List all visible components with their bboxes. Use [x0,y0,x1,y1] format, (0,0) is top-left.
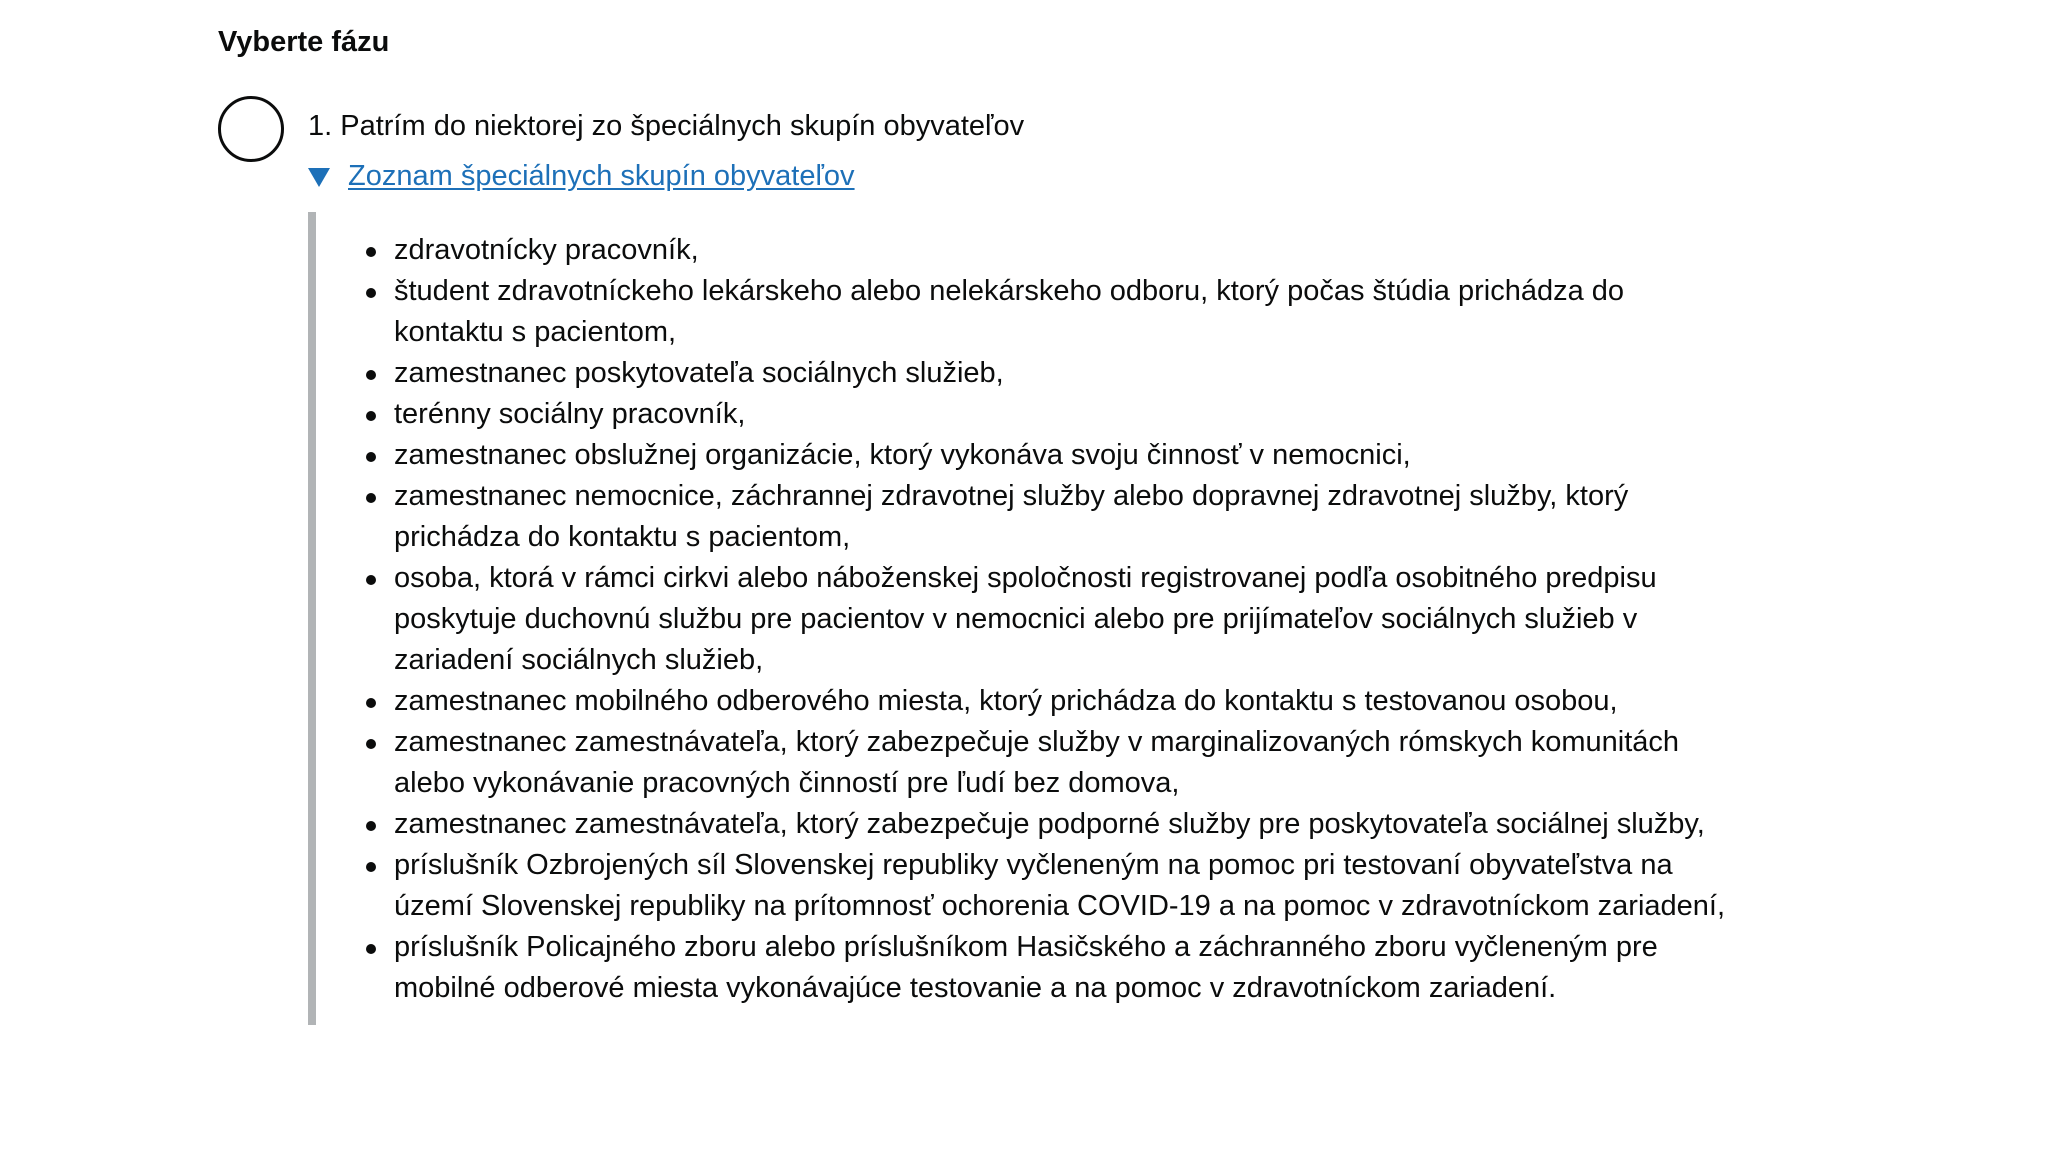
list-item-text: zamestnanec poskytovateľa sociálnych služieb, [394,357,1004,389]
list-item-text: študent zdravotníckeho lekárskeho alebo nelekárskeho odboru, ktorý počas štúdia prichádza do kontaktu s pacientom, [394,275,1625,348]
bullet-icon [366,370,376,380]
list-item-text: zdravotnícky pracovník, [394,234,699,266]
list-item [394,722,1734,804]
list-item [394,845,1734,927]
phase-fieldset [218,22,1818,1025]
triangle-down-icon[interactable] [308,168,330,187]
list-item [394,804,1734,845]
list-item-text: osoba, ktorá v rámci cirkvi alebo náboženskej spoločnosti registrovanej podľa osobitného predpisu poskytuje duchovnú službu pre pacientov v nemocnici alebo pre prijímateľov sociálnych služieb v zariadení sociálnych služieb, [394,562,1657,676]
list-item [394,271,1734,353]
list-item [394,681,1734,722]
bullet-icon [366,575,376,585]
radio-button[interactable] [218,96,284,162]
list-item-text: zamestnanec nemocnice, záchrannej zdravotnej služby alebo dopravnej zdravotnej služby, ktorý prichádza do kontaktu s pacientom, [394,480,1629,553]
bullet-icon [366,698,376,708]
list-item-text: zamestnanec mobilného odberového miesta, ktorý prichádza do kontaktu s testovanou osobou, [394,685,1618,717]
bullet-icon [366,493,376,503]
bullet-icon [366,411,376,421]
list-item [394,435,1734,476]
list-item-text: príslušník Ozbrojených síl Slovenskej republiky vyčleneným na pomoc pri testovaní obyvateľstva na území Slovenskej republiky na prítomnosť ochorenia COVID-19 a na pomoc v zdravotníckom zariadení, [394,849,1726,922]
details-summary[interactable] [308,154,1818,198]
bullet-icon [366,247,376,257]
special-groups-details [308,154,1818,1025]
bullet-icon [366,944,376,954]
details-summary-link[interactable]: Zoznam špeciálnych skupín obyvateľov [348,160,855,192]
list-item [394,394,1734,435]
bullet-icon [366,821,376,831]
bullet-icon [366,739,376,749]
list-item [394,558,1734,681]
list-item-text: zamestnanec zamestnávateľa, ktorý zabezpečuje služby v marginalizovaných rómskych komunitách alebo vykonávanie pracovných činností pre ľudí bez domova, [394,726,1680,799]
radio-option-special-groups[interactable] [218,96,1818,160]
special-groups-list [316,230,1766,1009]
list-item [394,353,1734,394]
bullet-icon [366,452,376,462]
details-body [308,212,1766,1025]
list-item-text: príslušník Policajného zboru alebo príslušníkom Hasičského a záchranného zboru vyčleneným pre mobilné odberové miesta vykonávajúce testovanie a na pomoc v zdravotníckom zariadení. [394,931,1658,1004]
list-item-text: zamestnanec obslužnej organizácie, ktorý vykonáva svoju činnosť v nemocnici, [394,439,1411,471]
bullet-icon [366,288,376,298]
list-item [394,476,1734,558]
list-item-text: zamestnanec zamestnávateľa, ktorý zabezpečuje podporné služby pre poskytovateľa sociálnej služby, [394,808,1705,840]
list-item [394,927,1734,1009]
radio-label[interactable]: 1. Patrím do niektorej zo špeciálnych skupín obyvateľov [308,110,1025,142]
list-item [394,230,1734,271]
fieldset-legend: Vyberte fázu [218,26,390,58]
bullet-icon [366,862,376,872]
list-item-text: terénny sociálny pracovník, [394,398,746,430]
